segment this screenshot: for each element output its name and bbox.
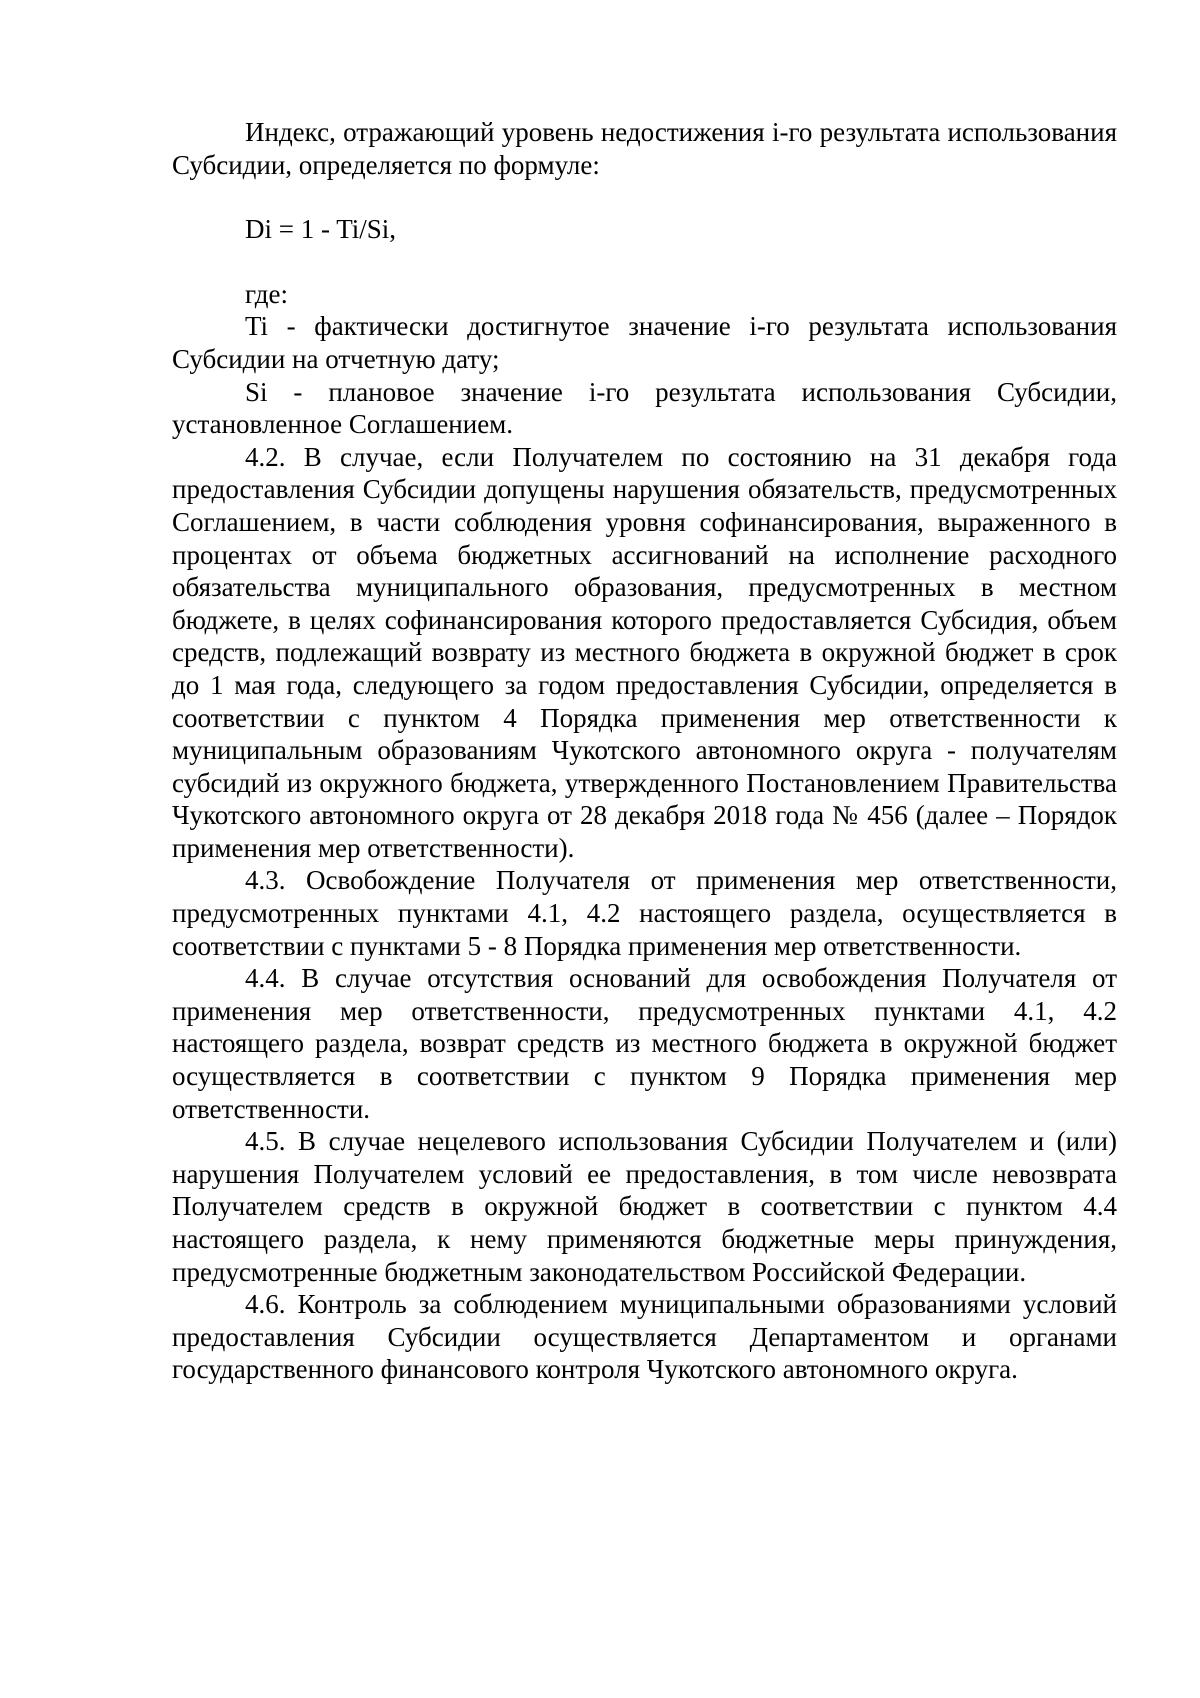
clause-4-6: 4.6. Контроль за соблюдением муниципальными образованиями условий предоставления Субсидии осуществляется Департаментом и органами государственного финансового контроля Чукотского автономного округа. (172, 1289, 1117, 1385)
intro-paragraph: Индекс, отражающий уровень недостижения i-го результата использования Субсидии, определяется по формуле: (172, 117, 1117, 180)
clause-4-5: 4.5. В случае нецелевого использования Субсидии Получателем и (или) нарушения Получателем условий ее предоставления, в том числе невозврата Получателем средств в окружной бюджет в соответствии с пунктом 4.4 настоящего раздела, к нему применяются бюджетные меры принуждения, предусмотренные бюджетным законодательством Российской Федерации. (172, 1126, 1117, 1287)
where-label: где: (245, 278, 288, 309)
clause-4-4: 4.4. В случае отсутствия оснований для освобождения Получателя от применения мер ответственности, предусмотренных пунктами 4.1, 4.2 настоящего раздела, возврат средств из местного бюджета в окружной бюджет осуществляется в соответствии с пунктом 9 Порядка применения мер ответственности. (172, 963, 1117, 1124)
si-definition: Si - плановое значение i-го результата использования Субсидии, установленное Соглашением. (172, 376, 1117, 440)
clause-4-3: 4.3. Освобождение Получателя от применения мер ответственности, предусмотренных пунктами 4.1, 4.2 настоящего раздела, осуществляется в соответствии с пунктами 5 - 8 Порядка применения мер ответственности. (172, 865, 1117, 961)
clause-4-2: 4.2. В случае, если Получателем по состоянию на 31 декабря года предоставления Субсидии допущены нарушения обязательств, предусмотренных Соглашением, в части соблюдения уровня софинансирования, выраженного в процентах от объема бюджетных ассигнований на исполнение расходного обязательства муниципального образования, предусмотренных в местном бюджете, в целях софинансирования которого предоставляется Субсидия, объем средств, подлежащий возврату из местного бюджета в окружной бюджет в срок до 1 мая года, следующего за годом предоставления Субсидии, определяется в соответствии с пунктом 4 Порядка применения мер ответственности к муниципальным образованиям Чукотского автономного округа - получателям субсидий из окружного бюджета, утвержденного Постановлением Правительства Чукотского автономного округа от 28 декабря 2018 года № 456 (далее – Порядок применения мер ответственности). (172, 441, 1117, 863)
document-body (172, 116, 1117, 1386)
formula-line: Di = 1 - Ti/Si, (245, 214, 397, 245)
ti-definition: Ti - фактически достигнутое значение i-го результата использования Субсидии на отчетную дату; (172, 311, 1117, 374)
